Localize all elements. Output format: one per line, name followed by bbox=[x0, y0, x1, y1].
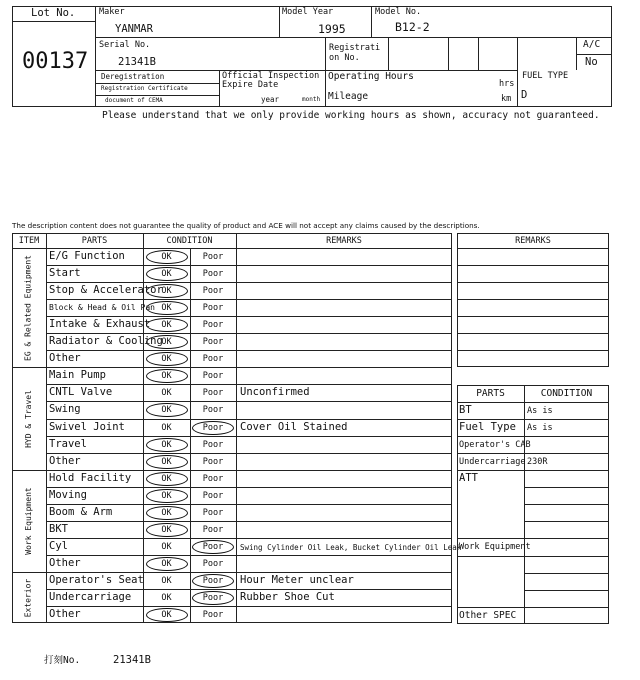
part-label: Boom & Arm bbox=[49, 505, 113, 518]
condition-header: CONDITION bbox=[166, 236, 213, 246]
part-label: Other bbox=[49, 352, 81, 365]
model-no-value: B12-2 bbox=[395, 20, 430, 34]
poor-selected-circle bbox=[192, 574, 234, 588]
item-header: ITEM bbox=[18, 236, 40, 246]
ok-option[interactable]: OK bbox=[161, 575, 172, 586]
part-label: Cyl bbox=[49, 539, 68, 552]
poor-option[interactable]: Poor bbox=[202, 354, 224, 365]
ok-option[interactable]: OK bbox=[161, 337, 172, 348]
part-label: E/G Function bbox=[49, 250, 125, 262]
ok-option[interactable]: OK bbox=[161, 610, 172, 621]
disclaimer-text: The description content does not guarantee the quality of product and ACE will not accept any claims caused by the descriptions. bbox=[12, 221, 480, 230]
part-label: Other bbox=[49, 556, 81, 569]
ok-option[interactable]: OK bbox=[161, 490, 172, 501]
km-label: km bbox=[501, 94, 512, 104]
ok-option[interactable]: OK bbox=[161, 252, 172, 262]
ok-option[interactable]: OK bbox=[161, 388, 172, 399]
ok-selected-circle bbox=[146, 455, 188, 469]
maker-value: YANMAR bbox=[115, 23, 153, 35]
remark-text: Swing Cylinder Oil Leak, Bucket Cylinder Oil Leak bbox=[240, 542, 462, 552]
poor-option[interactable]: Poor bbox=[202, 388, 224, 399]
part-label: Other bbox=[49, 608, 81, 621]
ok-option[interactable]: OK bbox=[161, 456, 172, 467]
ok-selected-circle bbox=[146, 557, 188, 571]
poor-selected-circle bbox=[192, 540, 234, 554]
poor-option[interactable]: Poor bbox=[202, 320, 224, 331]
part-label: Start bbox=[49, 267, 81, 280]
ok-selected-circle bbox=[146, 284, 188, 298]
hrs-label: hrs bbox=[499, 79, 515, 89]
ok-option[interactable]: OK bbox=[161, 320, 172, 331]
right-part-label: Operator's CAB bbox=[459, 440, 531, 451]
part-label: Hold Facility bbox=[49, 471, 132, 484]
poor-selected-circle bbox=[192, 591, 234, 605]
poor-selected-circle bbox=[192, 421, 234, 435]
right-part-label: Undercarriage bbox=[459, 457, 526, 468]
remark-text: Hour Meter unclear bbox=[240, 573, 354, 586]
poor-option[interactable]: Poor bbox=[202, 473, 224, 484]
model-year-label: Model Year bbox=[282, 7, 334, 17]
ok-option[interactable]: OK bbox=[161, 303, 172, 314]
maker-label: Maker bbox=[99, 7, 125, 17]
model-year-value: 1995 bbox=[318, 22, 346, 36]
serial-no-label: Serial No. bbox=[99, 40, 151, 50]
model-no-label: Model No. bbox=[375, 7, 422, 17]
poor-option[interactable]: Poor bbox=[202, 286, 224, 297]
mileage-label: Mileage bbox=[328, 91, 369, 102]
ok-option[interactable]: OK bbox=[161, 269, 172, 280]
part-label: Block & Head & Oil Pan bbox=[49, 303, 155, 313]
expire-date-label: Expire Date bbox=[222, 80, 279, 90]
ac-value: No bbox=[585, 56, 598, 68]
ok-selected-circle bbox=[146, 438, 188, 452]
ok-selected-circle bbox=[146, 472, 188, 486]
serial-no-value: 21341B bbox=[118, 56, 156, 68]
part-label: Operator's Seat bbox=[49, 573, 144, 586]
ok-option[interactable]: OK bbox=[161, 558, 172, 569]
part-label: Undercarriage bbox=[49, 591, 132, 603]
group-label: HYD & Travel bbox=[24, 389, 34, 448]
remark-text: Rubber Shoe Cut bbox=[240, 591, 335, 603]
right-condition-value: 230R bbox=[527, 457, 548, 468]
poor-option[interactable]: Poor bbox=[202, 524, 224, 535]
poor-option[interactable]: Poor bbox=[202, 439, 224, 450]
right-condition-value: As is bbox=[527, 406, 553, 417]
stamp-no-value: 21341B bbox=[113, 654, 151, 666]
ok-option[interactable]: OK bbox=[161, 593, 172, 603]
remark-text: Cover Oil Stained bbox=[240, 420, 348, 433]
working-hours-notice: Please understand that we only provide working hours as shown, accuracy not guaranteed. bbox=[102, 110, 600, 121]
ok-selected-circle bbox=[146, 250, 188, 264]
group-label: EG & Related Equipment bbox=[24, 254, 33, 361]
part-label: Stop & Accelerator bbox=[49, 284, 163, 297]
fuel-type-label: FUEL TYPE bbox=[522, 71, 569, 81]
group-label: Work Equipment bbox=[24, 487, 34, 555]
ok-option[interactable]: OK bbox=[161, 541, 172, 552]
part-label: BKT bbox=[49, 522, 68, 535]
ok-selected-circle bbox=[146, 523, 188, 537]
part-label: Radiator & Cooling bbox=[49, 335, 163, 348]
poor-option[interactable]: Poor bbox=[202, 490, 224, 501]
right-condition-header: CONDITION bbox=[540, 388, 593, 399]
right-remarks-header: REMARKS bbox=[515, 236, 551, 246]
right-parts-header: PARTS bbox=[476, 388, 505, 399]
stamp-no-label: 打刻No. bbox=[44, 655, 81, 666]
fuel-type-value: D bbox=[521, 89, 528, 101]
right-part-label: BT bbox=[459, 404, 472, 417]
part-label: Swing bbox=[49, 403, 81, 416]
poor-option[interactable]: Poor bbox=[202, 575, 224, 586]
ok-option[interactable]: OK bbox=[161, 473, 172, 484]
right-part-label: Fuel Type bbox=[459, 421, 516, 434]
deregistration-label: Deregistration bbox=[101, 72, 165, 81]
poor-option[interactable]: Poor bbox=[202, 269, 224, 280]
ok-option[interactable]: OK bbox=[161, 524, 172, 535]
right-condition-value: As is bbox=[527, 423, 553, 434]
poor-option[interactable]: Poor bbox=[202, 558, 224, 569]
ok-selected-circle bbox=[146, 489, 188, 503]
poor-option[interactable]: Poor bbox=[202, 405, 224, 416]
poor-option[interactable]: Poor bbox=[202, 252, 224, 262]
month-label: month bbox=[302, 96, 321, 103]
operating-hours-label: Operating Hours bbox=[328, 71, 414, 82]
group-label: Exterior bbox=[23, 578, 33, 617]
right-part-label: ATT bbox=[459, 472, 478, 485]
poor-option[interactable]: Poor bbox=[202, 593, 224, 603]
poor-option[interactable]: Poor bbox=[202, 337, 224, 348]
lot-no-label: Lot No. bbox=[31, 7, 76, 19]
ok-option[interactable]: OK bbox=[161, 405, 172, 416]
remarks-header: REMARKS bbox=[326, 236, 362, 246]
ac-label: A/C bbox=[583, 39, 601, 50]
other-spec-label: Other SPEC bbox=[459, 609, 517, 621]
ok-option[interactable]: OK bbox=[161, 439, 172, 450]
ok-option[interactable]: OK bbox=[161, 354, 172, 365]
ok-selected-circle bbox=[146, 301, 188, 315]
parts-header: PARTS bbox=[81, 236, 108, 246]
poor-option[interactable]: Poor bbox=[202, 456, 224, 467]
work-equipment-label: Work Equipment bbox=[459, 542, 531, 553]
part-label: CNTL Valve bbox=[49, 386, 113, 399]
poor-option[interactable]: Poor bbox=[202, 610, 224, 621]
ok-option[interactable]: OK bbox=[161, 371, 172, 382]
year-label: year bbox=[261, 95, 280, 104]
part-label: Travel bbox=[49, 437, 87, 450]
ok-selected-circle bbox=[146, 608, 188, 622]
ok-option[interactable]: OK bbox=[161, 422, 172, 433]
official-inspection-label: Official Inspection bbox=[222, 71, 320, 81]
ok-selected-circle bbox=[146, 318, 188, 332]
registration-no-label: Registrati on No. bbox=[329, 43, 381, 63]
poor-option[interactable]: Poor bbox=[202, 303, 224, 314]
part-label: Moving bbox=[49, 488, 87, 501]
lot-no-value: 00137 bbox=[22, 49, 89, 74]
document-cema-label: document of CEMA bbox=[105, 97, 163, 104]
remark-text: Unconfirmed bbox=[240, 386, 310, 399]
part-label: Intake & Exhaust bbox=[49, 318, 151, 331]
ok-selected-circle bbox=[146, 267, 188, 281]
right-remarks-border bbox=[457, 233, 609, 367]
part-label: Main Pump bbox=[49, 369, 106, 382]
part-label: Swivel Joint bbox=[49, 420, 125, 433]
poor-option[interactable]: Poor bbox=[202, 422, 224, 433]
poor-option[interactable]: Poor bbox=[202, 541, 224, 552]
poor-option[interactable]: Poor bbox=[202, 507, 224, 518]
ok-option[interactable]: OK bbox=[161, 507, 172, 518]
part-label: Other bbox=[49, 454, 81, 467]
ok-selected-circle bbox=[146, 506, 188, 520]
ok-option[interactable]: OK bbox=[161, 286, 172, 297]
poor-option[interactable]: Poor bbox=[202, 371, 224, 382]
registration-certificate-label: Registration Certificate bbox=[101, 85, 188, 92]
